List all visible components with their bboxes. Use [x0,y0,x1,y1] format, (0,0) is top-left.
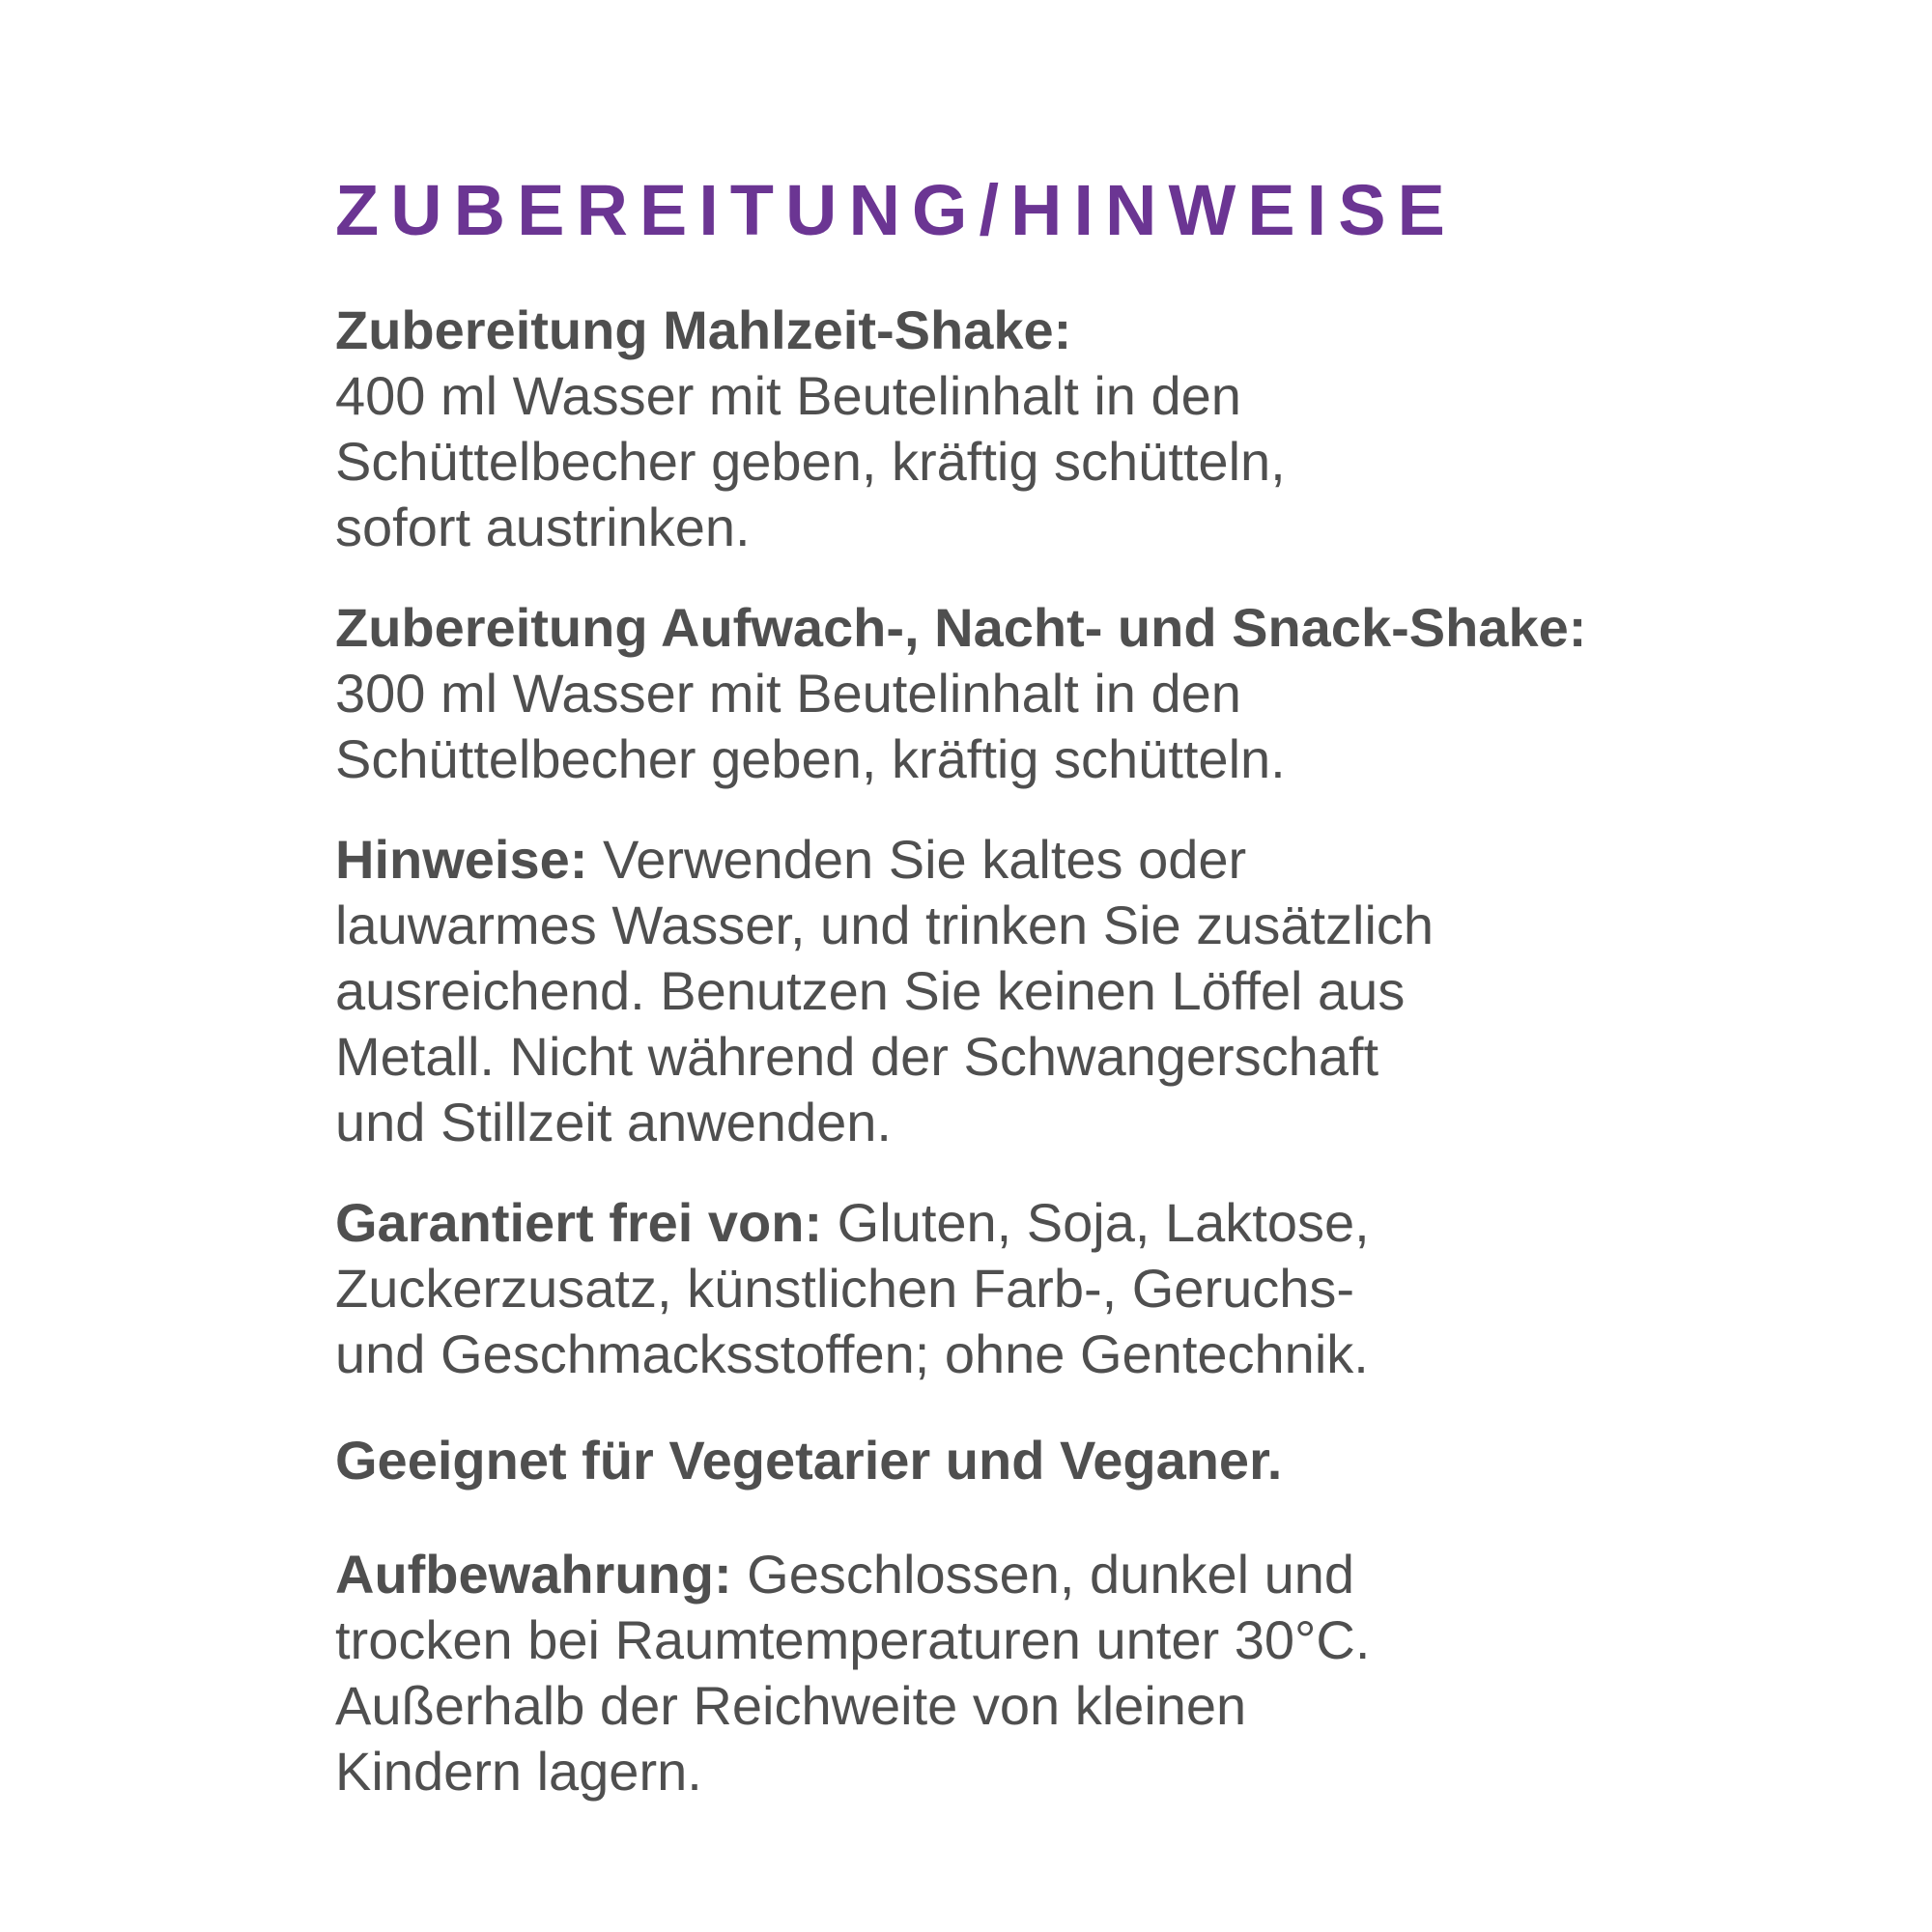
body-line: 400 ml Wasser mit Beutelinhalt in den [335,365,1241,426]
body-line [335,1542,1736,1607]
body-line: Außerhalb der Reichweite von kleinen [335,1675,1247,1736]
body-text: Geschlossen, dunkel und [731,1544,1355,1605]
body-line: und Stillzeit anwenden. [335,1092,892,1152]
section-heading: Geeignet für Vegetarier und Veganer. [335,1430,1283,1491]
body-line [335,827,1736,893]
body-line: Schüttelbecher geben, kräftig schütteln. [335,728,1286,789]
section-heading: Zubereitung Aufwach-, Nacht- und Snack-Shake: [335,597,1587,658]
section-heading: Garantiert frei von: [335,1192,823,1253]
instructions-panel [335,162,1736,1804]
body-line: und Geschmacksstoffen; ohne Gentechnik. [335,1323,1369,1384]
body-line: lauwarmes Wasser, und trinken Sie zusätzlich [335,895,1435,955]
section-heading: Zubereitung Mahlzeit-Shake: [335,299,1072,360]
section-other-shakes [335,595,1736,792]
body-line: Kindern lagern. [335,1741,702,1802]
body-line: sofort austrinken. [335,497,751,557]
body-line: 300 ml Wasser mit Beutelinhalt in den [335,663,1241,724]
section-heading: Hinweise: [335,829,588,890]
body-line: trocken bei Raumtemperaturen unter 30°C. [335,1609,1371,1670]
body-line [335,1190,1736,1256]
section-heading: Aufbewahrung: [335,1544,732,1605]
body-line: ausreichend. Benutzen Sie keinen Löffel aus [335,960,1406,1021]
body-line: Metall. Nicht während der Schwangerschaft [335,1026,1379,1087]
section-vegan [335,1428,1736,1493]
body-line: Schüttelbecher geben, kräftig schütteln, [335,431,1286,492]
body-text: Gluten, Soja, Laktose, [822,1192,1370,1253]
section-notes [335,827,1736,1155]
section-free-from [335,1190,1736,1387]
section-storage [335,1542,1736,1804]
page-title: ZUBEREITUNG/HINWEISE [335,170,1457,250]
body-line: Zuckerzusatz, künstlichen Farb-, Geruchs- [335,1258,1355,1319]
body-text: Verwenden Sie kaltes oder [587,829,1247,890]
section-meal-shake [335,298,1736,560]
